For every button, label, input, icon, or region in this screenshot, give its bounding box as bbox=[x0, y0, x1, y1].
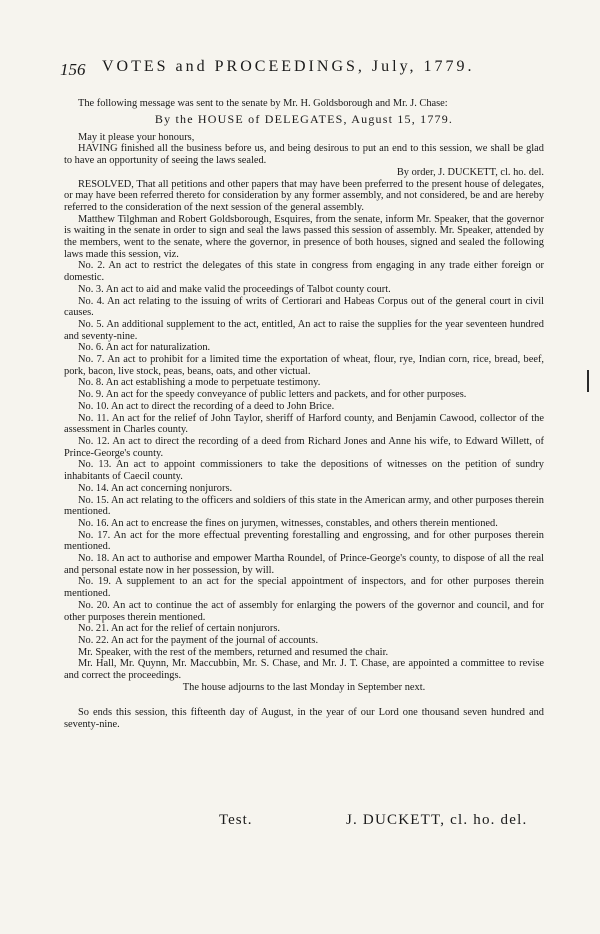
adjourn-line: The house adjourns to the last Monday in September next. bbox=[182, 681, 426, 693]
law-item: No. 10. An act to direct the recording of a deed to John Brice. bbox=[78, 400, 335, 412]
document-body bbox=[64, 98, 544, 731]
attest-signature: J. DUCKETT, cl. ho. del. bbox=[346, 812, 528, 828]
law-item: No. 19. A supplement to an act for the special appointment of inspectors, and for other purposes therein mentioned. bbox=[64, 576, 544, 600]
message-paragraph: HAVING finished all the business before us, and being desirous to put an end to this session, we shall be glad to have an opportunity of seeing the laws sealed. bbox=[64, 143, 544, 167]
laws-list bbox=[64, 260, 544, 646]
resolved-paragraph: RESOLVED, That all petitions and other papers that may have been preferred to the present house of delegates, or may have been referred thereto for consideration by any former assembly, and not considered, be and are hereby referred to the consideration of the next session of the general assembly. bbox=[64, 178, 544, 213]
law-item: No. 15. An act relating to the officers and soldiers of this state in the American army, and other purposes therein mentioned. bbox=[64, 494, 544, 518]
law-item: No. 7. An act to prohibit for a limited time the exportation of wheat, flour, rye, Indian corn, rice, bread, beef, pork, bacon, live stock, peas, beans, oats, and other victual. bbox=[64, 354, 544, 377]
law-item: No. 22. An act for the payment of the journal of accounts. bbox=[78, 634, 319, 646]
law-item: No. 2. An act to restrict the delegates of this state in congress from engaging in any trade either foreign or domestic. bbox=[64, 260, 544, 284]
speaker-return-paragraph: Mr. Speaker, with the rest of the members, returned and resumed the chair. bbox=[78, 646, 389, 658]
page-header bbox=[60, 58, 540, 82]
attestation bbox=[64, 812, 544, 832]
law-item: No. 17. An act for the more effectual preventing forestalling and engrossing, and for other purposes therein mentioned. bbox=[64, 529, 544, 553]
page-number: 156 bbox=[60, 60, 86, 79]
law-item: No. 9. An act for the speedy conveyance of public letters and packets, and for other purposes. bbox=[78, 389, 467, 401]
law-item: No. 11. An act for the relief of John Taylor, sheriff of Harford county, and Benjamin Cawood, collector of the assessment in Charles county. bbox=[64, 412, 544, 436]
law-item: No. 13. An act to appoint commissioners to take the depositions of witnesses on the petition of sundry inhabitants of Caecil county. bbox=[64, 459, 544, 483]
closing-paragraph: So ends this session, this fifteenth day of August, in the year of our Lord one thousand seven hundred and seventy-nine. bbox=[64, 707, 544, 731]
law-item: No. 18. An act to authorise and empower Martha Roundel, of Prince-George's county, to dispose of all the real and personal estate now in her possession, by will. bbox=[64, 553, 544, 576]
committee-paragraph: Mr. Hall, Mr. Quynn, Mr. Maccubbin, Mr. S. Chase, and Mr. J. T. Chase, are appointed a committee to revise and correct the proceedings. bbox=[64, 658, 544, 682]
intro-paragraph: The following message was sent to the senate by Mr. H. Goldsborough and Mr. J. Chase: bbox=[78, 98, 448, 109]
law-item: No. 5. An additional supplement to the act, entitled, An act to raise the supplies for the year seventeen hundred and seventy-nine. bbox=[64, 318, 544, 342]
running-title: VOTES and PROCEEDINGS, July, 1779. bbox=[102, 58, 475, 75]
signed-line: By order, J. DUCKETT, cl. ho. del. bbox=[396, 166, 544, 178]
law-item: No. 3. An act to aid and make valid the proceedings of Talbot county court. bbox=[78, 283, 391, 295]
law-item: No. 14. An act concerning nonjurors. bbox=[78, 482, 233, 494]
law-item: No. 16. An act to encrease the fines on jurymen, witnesses, constables, and others therein mentioned. bbox=[78, 517, 498, 529]
law-item: No. 6. An act for naturalization. bbox=[78, 342, 211, 354]
law-item: No. 20. An act to continue the act of assembly for enlarging the powers of the governor and council, and for other purposes therein mentioned. bbox=[64, 599, 544, 623]
senate-notice-paragraph: Matthew Tilghman and Robert Goldsborough, Esquires, from the senate, inform Mr. Speaker, that the governor is waiting in the senate in order to sign and seal the laws passed this session of assembly. Mr. Speaker, attended by the members, went to the senate, where the governor, in presence of both houses, signed and sealed the following laws made this session, viz. bbox=[64, 213, 544, 260]
by-line: By the HOUSE of DELEGATES, August 15, 1779. bbox=[154, 111, 454, 126]
attest-label: Test. bbox=[219, 812, 253, 828]
law-item: No. 8. An act establishing a mode to perpetuate testimony. bbox=[78, 377, 321, 389]
law-item: No. 12. An act to direct the recording of a deed from Richard Jones and Anne his wife, to Edward Willett, of Prince-George's county. bbox=[64, 435, 544, 459]
law-item: No. 4. An act relating to the issuing of writs of Certiorari and Habeas Corpus out of the general court in civil causes. bbox=[64, 295, 544, 319]
salutation: May it please your honours, bbox=[78, 131, 195, 143]
law-item: No. 21. An act for the relief of certain nonjurors. bbox=[78, 623, 280, 635]
margin-mark bbox=[587, 370, 589, 392]
